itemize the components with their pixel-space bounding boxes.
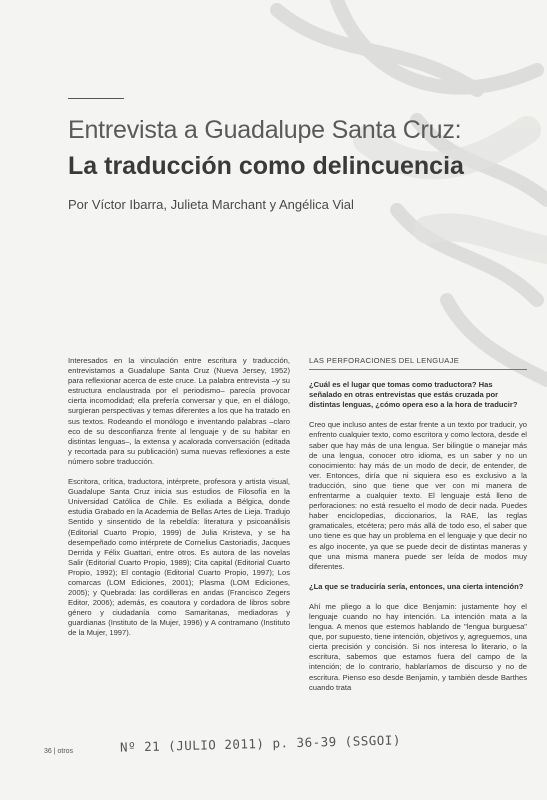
article-title-line2: La traducción como delincuencia (68, 152, 464, 180)
question-2: ¿La que se traduciría sería, entonces, una cierta intención? (309, 581, 524, 591)
handwritten-note: Nº 21 (JULIO 2011) p. 36-39 (SSGOI) (119, 732, 402, 755)
section-label: LAS PERFORACIONES DEL LENGUAJE (309, 356, 527, 370)
header-rule (68, 98, 124, 99)
page-number: 36 | otros (44, 748, 74, 755)
intro-paragraph: Interesados en la vinculación entre escritura y traducción, entrevistamos a Guadalupe Santa Cruz (Nueva Jersey, 1952) para reflexionar acerca de este cruce. La palabra entrevista –y su estructura enclaustrada por el periodismo– parecía provocar cierta incomodidad; ella prefería conversar y que, en el diálogo, surgieran perspectivas y temas diferentes a los que ha tratado en sus textos. Rodeando el monólogo e inventando palabras –claro eco de su desconfianza frente al lenguaje y de su habitar en distintas lenguas–, la extensa y acalorada conversación (editada y recortada para su publicación) suma nuevas reflexiones a este número sobre traducción. (68, 356, 290, 466)
byline: Por Víctor Ibarra, Julieta Marchant y Angélica Vial (68, 197, 354, 212)
answer-2: Ahí me pliego a lo que dice Benjamin: justamente hoy el lenguaje cuando no hay intención. La intención mata a la lengua. A menos que estemos hablando de "lengua burguesa" que, por supuesto, tiene intención, objetivos y, agreguemos, una cierta precisión y concisión. Si nos interesa lo literario, o la escritura, sabemos que estamos fuera del campo de la intención; de lo contrario, hablaríamos de discurso y no de escritura. Pienso eso desde Benjamin, y también desde Barthes cuando trata (309, 601, 527, 692)
bio-paragraph: Escritora, crítica, traductora, intérprete, profesora y artista visual, Guadalupe Santa Cruz inicia sus estudios de Filosofía en la Universidad Católica de Chile. Es exiliada a Bélgica, donde estudia Grabado en la Academia de Bellas Artes de Lieja. Tradujo Sentido y sinsentido de la rebeldía: literatura y psicoanálisis (Editorial Cuarto Propio, 1999) de Julia Kristeva, y se ha desempeñado como intérprete de Cornelius Castoriadis, Jacques Derrida y Félix Guattari, entre otros. Es autora de las novelas Salir (Editorial Cuarto Propio, 1989); Cita capital (Editorial Cuarto Propio, 1992); El contagio (Editorial Cuarto Propio, 1997); Los comarcas (LOM Ediciones, 2001); Plasma (LOM Ediciones, 2005); y Quebrada: las cordilleras en andas (Francisco Zegers Editor, 2006); además, es coautora y cordadora de libros sobre género y ciudadanía como Samaritanas, mediadoras y guardianas (Instituto de la Mujer, 1996) y A contramano (Instituto de la Mujer, 1997). (68, 477, 290, 638)
article-title-line1: Entrevista a Guadalupe Santa Cruz: (68, 116, 462, 144)
left-column (68, 356, 290, 649)
answer-1: Creo que incluso antes de estar frente a un texto por traducir, yo enfrento cualquier texto, como escritora y como lectora, desde el saber que hay más de una lengua. Ser bilingüe o manejar más de una lengua, conocer otro idioma, es un saber y no un conocimiento: hay más de un modo de decir, de entender, de ver. Entonces, diría que ni siquiera eso es exclusivo a la traducción, sino que tiene que ver con mi manera de enfrentarme a cualquier texto. El lenguaje está lleno de perforaciones: no está resuelto el modo de decir nada. Puedes haber enciclopedias, diccionarios, la RAE, las reglas gramaticales, etcétera; pero más allá de todo eso, el saber que uno tiene es que hay un problema en el lenguaje y que decir no es algo inocente, ya que se puede decir de distintas maneras y que una misma manera puede ser leída de modos muy diferentes. (309, 420, 527, 571)
question-1: ¿Cuál es el lugar que tomas como traductora? Has señalado en otras entrevistas que estás cruzada por distintas lenguas, ¿cómo opera eso a la hora de traducir? (309, 380, 518, 410)
right-column (309, 356, 527, 703)
